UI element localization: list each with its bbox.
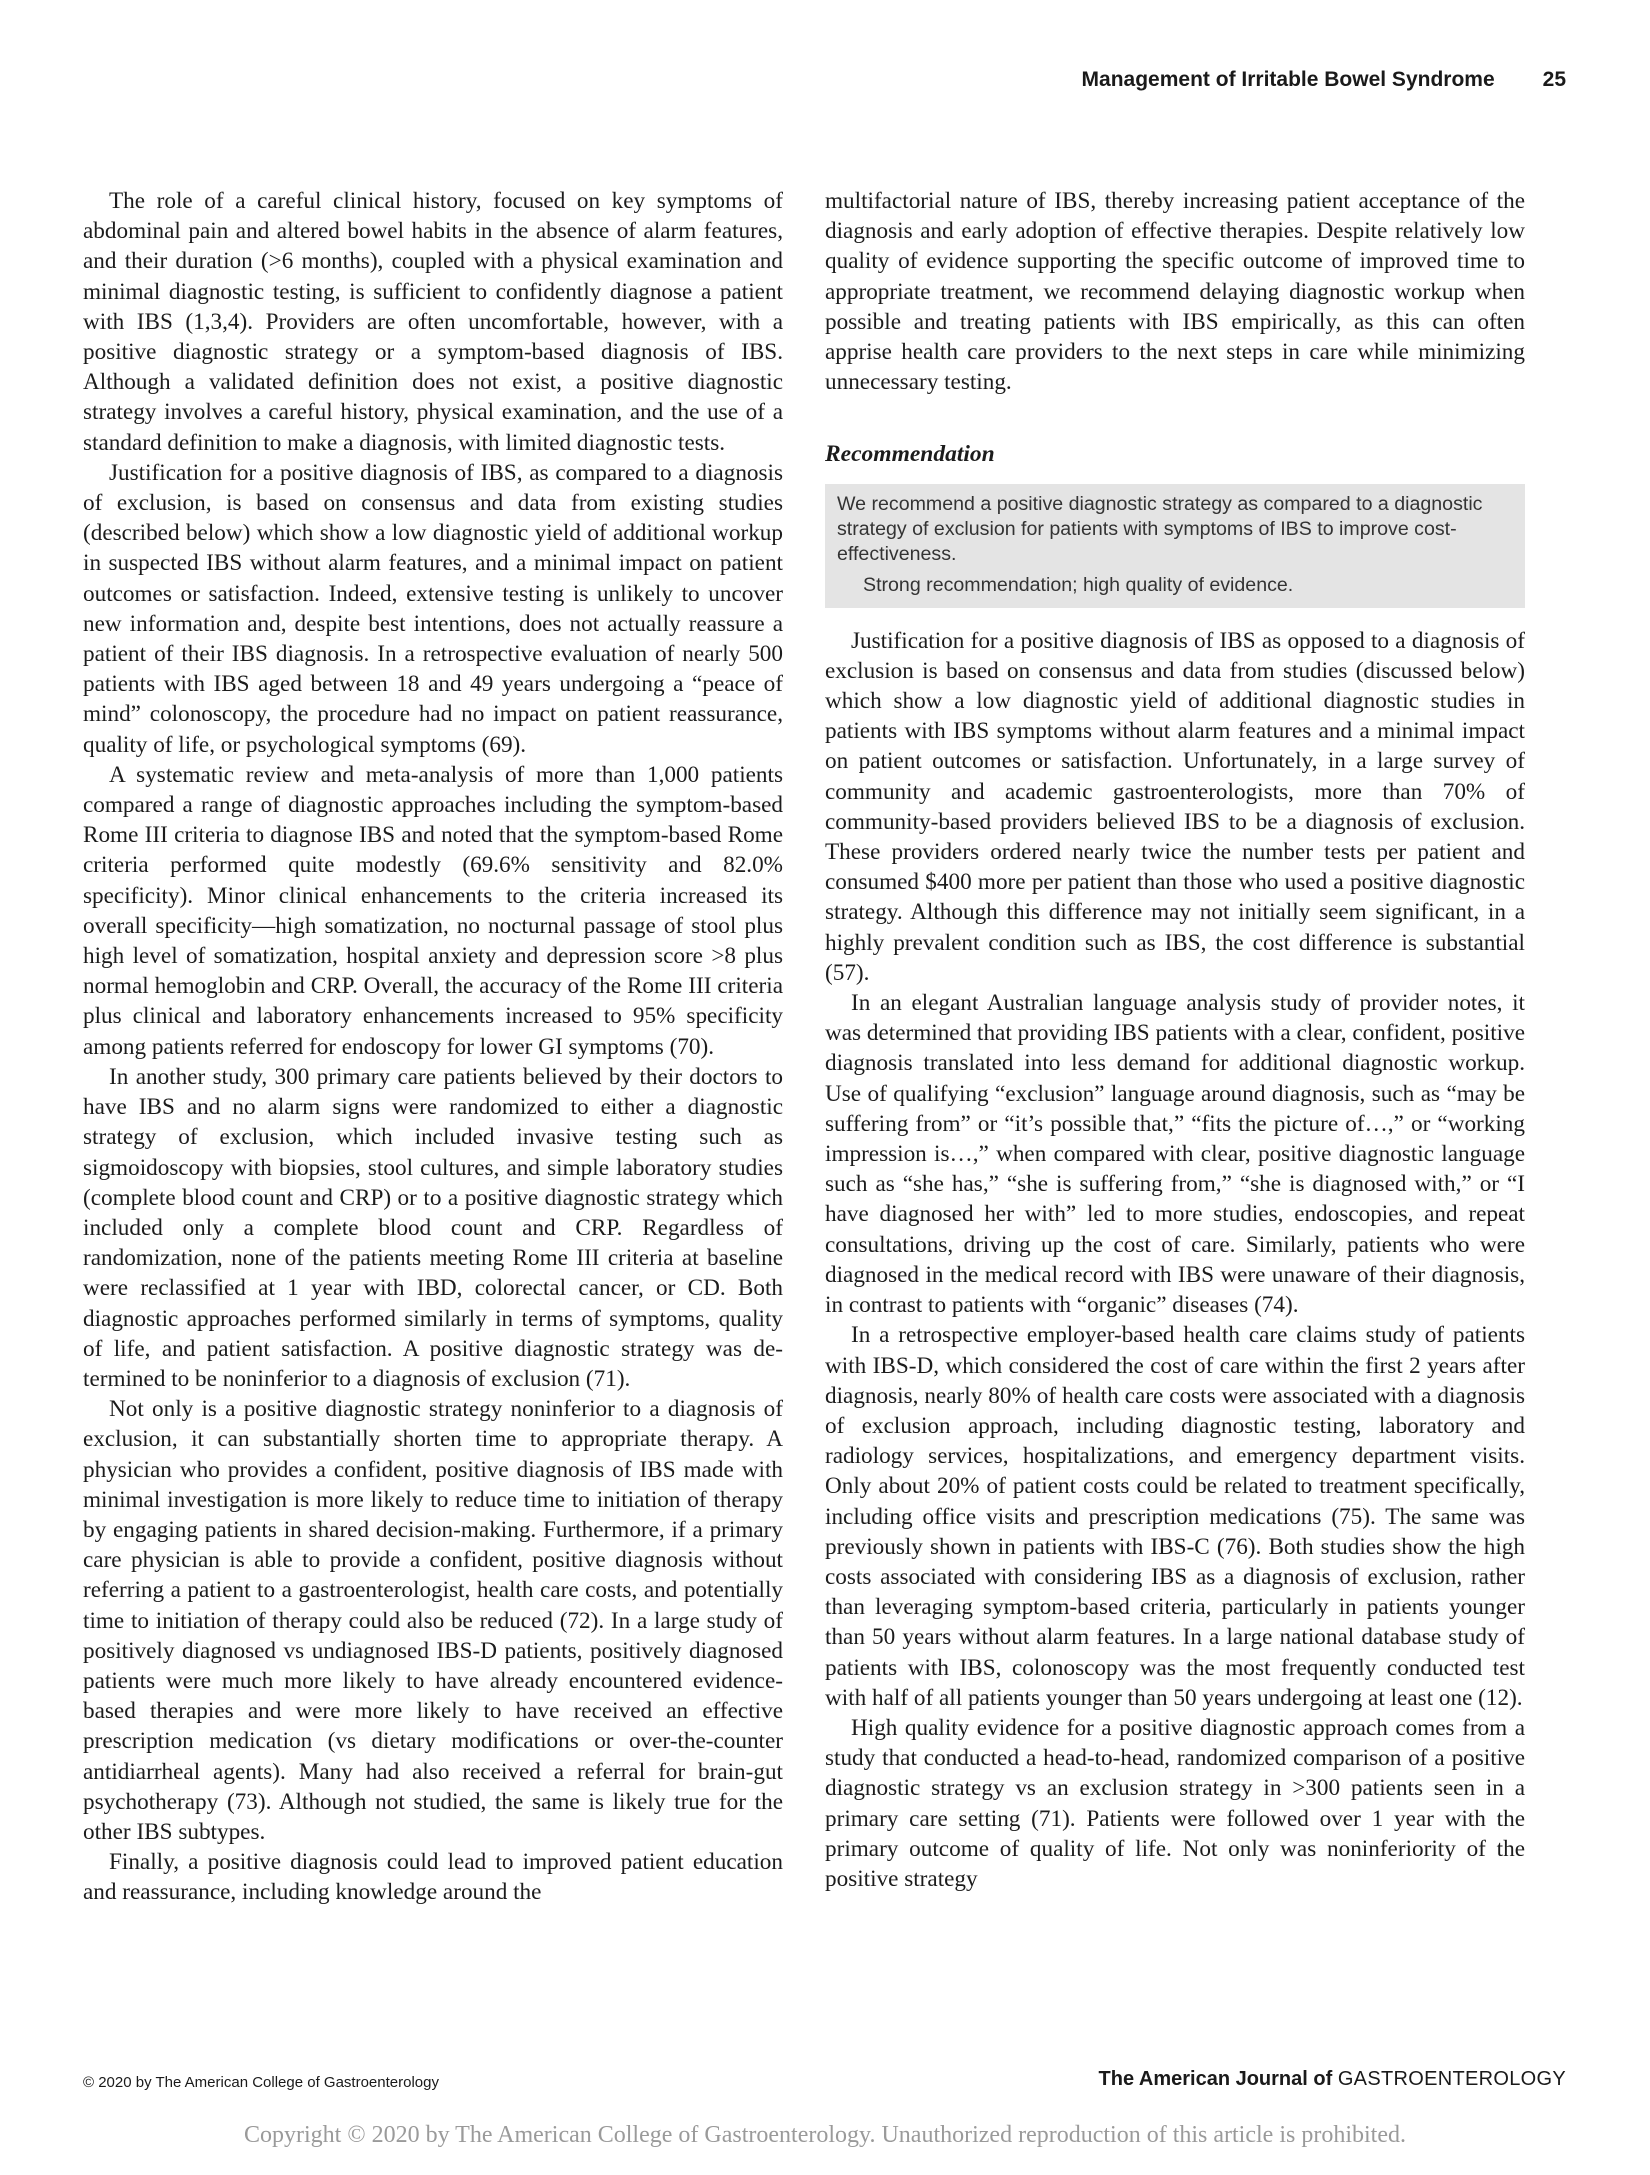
- page-number: 25: [1542, 68, 1566, 91]
- paragraph: Not only is a positive diagnostic strategy noninferior to a diagnosis of exclusion, it can substantially shorten time to appropriate therapy. A physician who provides a confident, positive diagnosis of IBS made with minimal investigation is more likely to reduce time to initiation of therapy by engaging patients in shared decision-making. Furthermore, if a primary care physician is able to provide a confident, positive diagnosis without referring a patient to a gastroenterologist, health care costs, and potentially time to initiation of therapy could also be reduced (72). In a large study of positively diagnosed vs undiagnosed IBS-D patients, positively diagnosed patients were much more likely to have already encountered evidence-based therapies and were more likely to have received an effective prescription medication (vs dietary modifications or over-the-counter antidiarrheal agents). Many had also received a referral for brain-gut psychotherapy (73). Although not studied, the same is likely true for the other IBS subtypes.: [83, 1396, 783, 1845]
- running-head: [1082, 68, 1566, 92]
- paragraph: Justification for a positive diagnosis of IBS as opposed to a diagnosis of exclusion is based on consensus and data from studies (discussed below) which show a low diagnostic yield of additional diagnostic studies in patients with IBS symptoms without alarm features and a minimal impact on patient outcomes or satisfaction. Unfortunately, in a large survey of community and academic gastroenterologists, more than 70% of community-based providers believed IBS to be a diagnosis of exclusion. These providers ordered nearly twice the number tests per patient and consumed $400 more per patient than those who used a positive diagnostic strategy. Although this difference may not initially seem significant, in a highly prevalent condition such as IBS, the cost difference is substantial (57).: [825, 627, 1525, 986]
- right-column: [825, 186, 1525, 1894]
- paragraph: Finally, a positive diagnosis could lead to improved patient education and reassurance, including knowledge around the: [83, 1849, 783, 1906]
- recommendation-text: We recommend a positive diagnostic strategy as compared to a diagnostic strategy of exclusion for patients with symptoms of IBS to improve cost-effectiveness.: [837, 492, 1483, 565]
- paragraph: The role of a careful clinical history, focused on key symptoms of abdominal pain and altered bowel habits in the absence of alarm features, and their duration (>6 months), coupled with a physical examination and minimal diagnostic testing, is sufficient to confidently diagnose a patient with IBS (1,3,4). Providers are often uncomfortable, however, with a positive diagnostic strategy or a symptom-based diagnosis of IBS. Although a validated definition does not exist, a positive diagnostic strategy involves a careful history, physical examination, and the use of a standard definition to make a diagnosis, with limited diagnostic tests.: [83, 188, 783, 456]
- recommendation-box: [825, 484, 1525, 608]
- journal-prefix: The American Journal of: [1098, 2068, 1333, 2090]
- recommendation-heading: Recommendation: [825, 441, 995, 468]
- left-column: [83, 186, 783, 1908]
- footer-copyright: © 2020 by The American College of Gastroenterology: [83, 2074, 439, 2091]
- journal-name: GASTROENTEROLOGY: [1337, 2068, 1566, 2090]
- copyright-banner: Copyright © 2020 by The American College of Gastroenterology. Unauthorized reproduction of this article is prohibited.: [244, 2122, 1406, 2148]
- paragraph: Justification for a positive diagnosis of IBS, as compared to a diagnosis of exclusion, is based on consensus and data from existing studies (described below) which show a low diagnostic yield of additional workup in suspected IBS without alarm features, and a minimal impact on patient outcomes or satisfaction. Indeed, extensive testing is unlikely to uncover new information and, despite best intentions, does not actually reassure a patient of their IBS diagnosis. In a retrospective evaluation of nearly 500 patients with IBS aged between 18 and 49 years undergoing a “peace of mind” colonoscopy, the procedure had no impact on patient reassurance, quality of life, or psychological symptoms (69).: [83, 459, 783, 758]
- paragraph: In a retrospective employer-based health care claims study of patients with IBS-D, which considered the cost of care within the first 2 years after diagnosis, nearly 80% of health care costs were associated with a diagnosis of exclusion approach, including diagnostic testing, laboratory and radiology services, hospitalizations, and emergency department visits. Only about 20% of patient costs could be related to treatment specifically, including office visits and prescription medications (75). The same was previously shown in patients with IBS-C (76). Both studies show the high costs associated with considering IBS as a diagnosis of exclusion, rather than leveraging symptom-based criteria, particularly in patients younger than 50 years without alarm features. In a large national database study of patients with IBS, colonoscopy was the most frequently conducted test with half of all patients younger than 50 years undergoing at least one (12).: [825, 1322, 1525, 1711]
- paragraph: In another study, 300 primary care patients believed by their doctors to have IBS and no alarm signs were randomized to either a diagnostic strategy of exclusion, which included invasive testing such as sigmoidoscopy with biopsies, stool cultures, and simple laboratory studies (complete blood count and CRP) or to a positive diagnostic strategy which included only a complete blood count and CRP. Regardless of randomization, none of the patients meeting Rome III criteria at baseline were reclassified at 1 year with IBD, colorectal cancer, or CD. Both diagnostic approaches performed similarly in terms of symptoms, quality of life, and patient satisfaction. A positive diagnostic strategy was determined to be noninferior to a diagnosis of exclusion (71).: [83, 1063, 783, 1392]
- running-title: Management of Irritable Bowel Syndrome: [1081, 68, 1495, 91]
- paragraph: multifactorial nature of IBS, thereby increasing patient acceptance of the diagnosis and early adoption of effective therapies. Despite relatively low quality of evidence supporting the specific outcome of improved time to appropriate treatment, we recommend delaying diagnostic workup when possible and treating patients with IBS empirically, as this can often apprise health care providers to the next steps in care while minimizing unnecessary testing.: [825, 188, 1525, 396]
- footer-journal: [1099, 2068, 1566, 2091]
- paragraph: In an elegant Australian language analysis study of provider notes, it was determined that providing IBS patients with a clear, confident, positive diagnosis translated into less demand for additional diagnostic workup. Use of qualifying “exclusion” language around diagnosis, such as “may be suffering from” or “it’s possible that,” “fits the picture of…,” or “working impression is…,” when compared with clear, positive diagnostic language such as “she has,” “she is suffering from,” “she is diagnosed with,” or “I have diagnosed her with” led to more studies, endoscopies, and repeat consultations, driving up the cost of care. Similarly, patients who were diagnosed in the medical record with IBS were unaware of their diagnosis, in contrast to patients with “organic” diseases (74).: [825, 990, 1525, 1319]
- paragraph: High quality evidence for a positive diagnostic approach comes from a study that conducted a head-to-head, randomized comparison of a positive diagnostic strategy vs an exclusion strategy in >300 patients seen in a primary care setting (71). Patients were followed over 1 year with the primary outcome of quality of life. Not only was noninferiority of the positive strategy: [825, 1714, 1525, 1892]
- recommendation-strength: Strong recommendation; high quality of evidence.: [863, 573, 1294, 596]
- paragraph: A systematic review and meta-analysis of more than 1,000 patients compared a range of diagnostic approaches including the symptom-based Rome III criteria to diagnose IBS and noted that the symptom-based Rome criteria performed quite modestly (69.6% sensitivity and 82.0% specificity). Minor clinical enhancements to the criteria increased its overall specificity—high somatization, no nocturnal passage of stool plus high level of somatization, hospital anxiety and depression score >8 plus normal hemoglobin and CRP. Overall, the accuracy of the Rome III criteria plus clinical and laboratory enhancements increased to 95% specificity among patients referred for endoscopy for lower GI symptoms (70).: [83, 761, 783, 1060]
